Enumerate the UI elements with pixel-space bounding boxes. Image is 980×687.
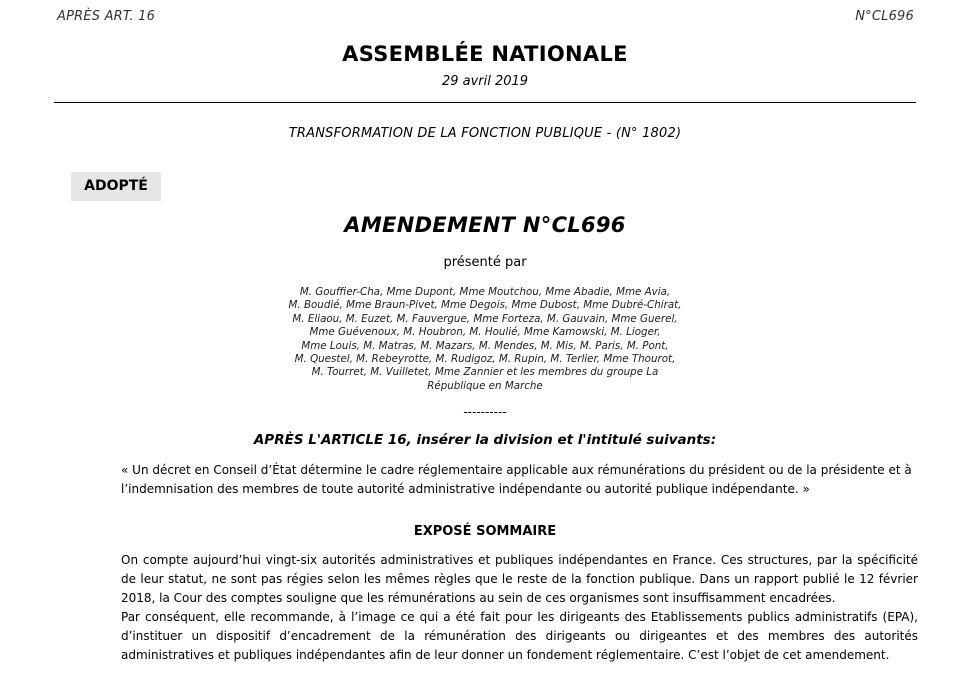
authors-line: M. Gouffier-Cha, Mme Dupont, Mme Moutchou, Mme Abadie, Mme Avia,	[299, 286, 671, 298]
authors-list	[270, 286, 700, 393]
article-position-label: APRÈS ART. 16	[57, 9, 156, 24]
amendment-text-line: « Un décret en Conseil d’État détermine le cadre réglementaire applicable aux rémunérations du président ou de la présidente et à	[121, 463, 912, 477]
paragraph-line: d’instituer un dispositif d’encadrement de la rémunération des dirigeants ou dirigeantes et des membres des autorités	[121, 629, 918, 643]
status-badge: ADOPTÉ	[71, 172, 161, 201]
paragraph-line: On compte aujourd’hui vingt-six autorités administratives et publiques indépendantes en France. Ces structures, par la spécificité	[121, 553, 918, 567]
authors-line: République en Marche	[427, 379, 543, 392]
expose-heading: EXPOSÉ SOMMAIRE	[413, 524, 557, 539]
authors-line: Mme Louis, M. Matras, M. Mazars, M. Mendes, M. Mis, M. Paris, M. Pont,	[301, 339, 669, 352]
amendment-title: AMENDEMENT N°CL696	[344, 213, 626, 237]
paragraph-line: 2018, la Cour des comptes souligne que les rémunérations au sein de ces organismes sont insuffisamment encadrées.	[121, 591, 836, 605]
document-date: 29 avril 2019	[441, 74, 529, 89]
amendment-instruction: APRÈS L'ARTICLE 16, insérer la division et l'intitulé suivants:	[253, 432, 717, 448]
amendment-text-line: l’indemnisation des membres de toute autorité administrative indépendante ou autorité publique indépendante. »	[121, 482, 810, 496]
authors-line: M. Boudié, Mme Braun-Pivet, Mme Degois, Mme Dubost, Mme Dubré-Chirat,	[288, 299, 682, 312]
paragraph-line: Par conséquent, elle recommande, à l’image ce qui a été fait pour les dirigeants des Etablissements publics administratifs (EPA),	[121, 610, 918, 624]
authors-line: M. Eliaou, M. Euzet, M. Fauvergue, Mme Forteza, M. Gauvain, Mme Guerel,	[292, 312, 678, 325]
paragraph-line: de leur statut, ne sont pas régies selon les mêmes règles que le reste de la fonction publique. Dans un rapport publié le 12 février	[121, 572, 918, 586]
amendment-text	[121, 461, 918, 499]
amendment-reference: N°CL696	[855, 9, 914, 24]
header-divider	[54, 102, 916, 103]
expose-paragraph-1	[121, 551, 918, 608]
authors-line: M. Tourret, M. Vuilletet, Mme Zannier et les membres du groupe La	[311, 366, 659, 379]
presented-by-label: présenté par	[443, 255, 527, 270]
institution-title: ASSEMBLÉE NATIONALE	[342, 42, 628, 66]
bill-title: TRANSFORMATION DE LA FONCTION PUBLIQUE - (N° 1802)	[288, 126, 682, 141]
authors-line: M. Questel, M. Rebeyrotte, M. Rudigoz, M. Rupin, M. Terlier, Mme Thourot,	[294, 353, 676, 366]
separator: ----------	[463, 405, 507, 419]
authors-line: Mme Guévenoux, M. Houbron, M. Houlié, Mme Kamowski, M. Lioger,	[309, 326, 661, 339]
expose-paragraph-2	[121, 608, 918, 665]
paragraph-line: administratives et publiques indépendantes afin de leur donner un fondement réglementaire. C’est l’objet de cet amendement.	[121, 648, 890, 662]
